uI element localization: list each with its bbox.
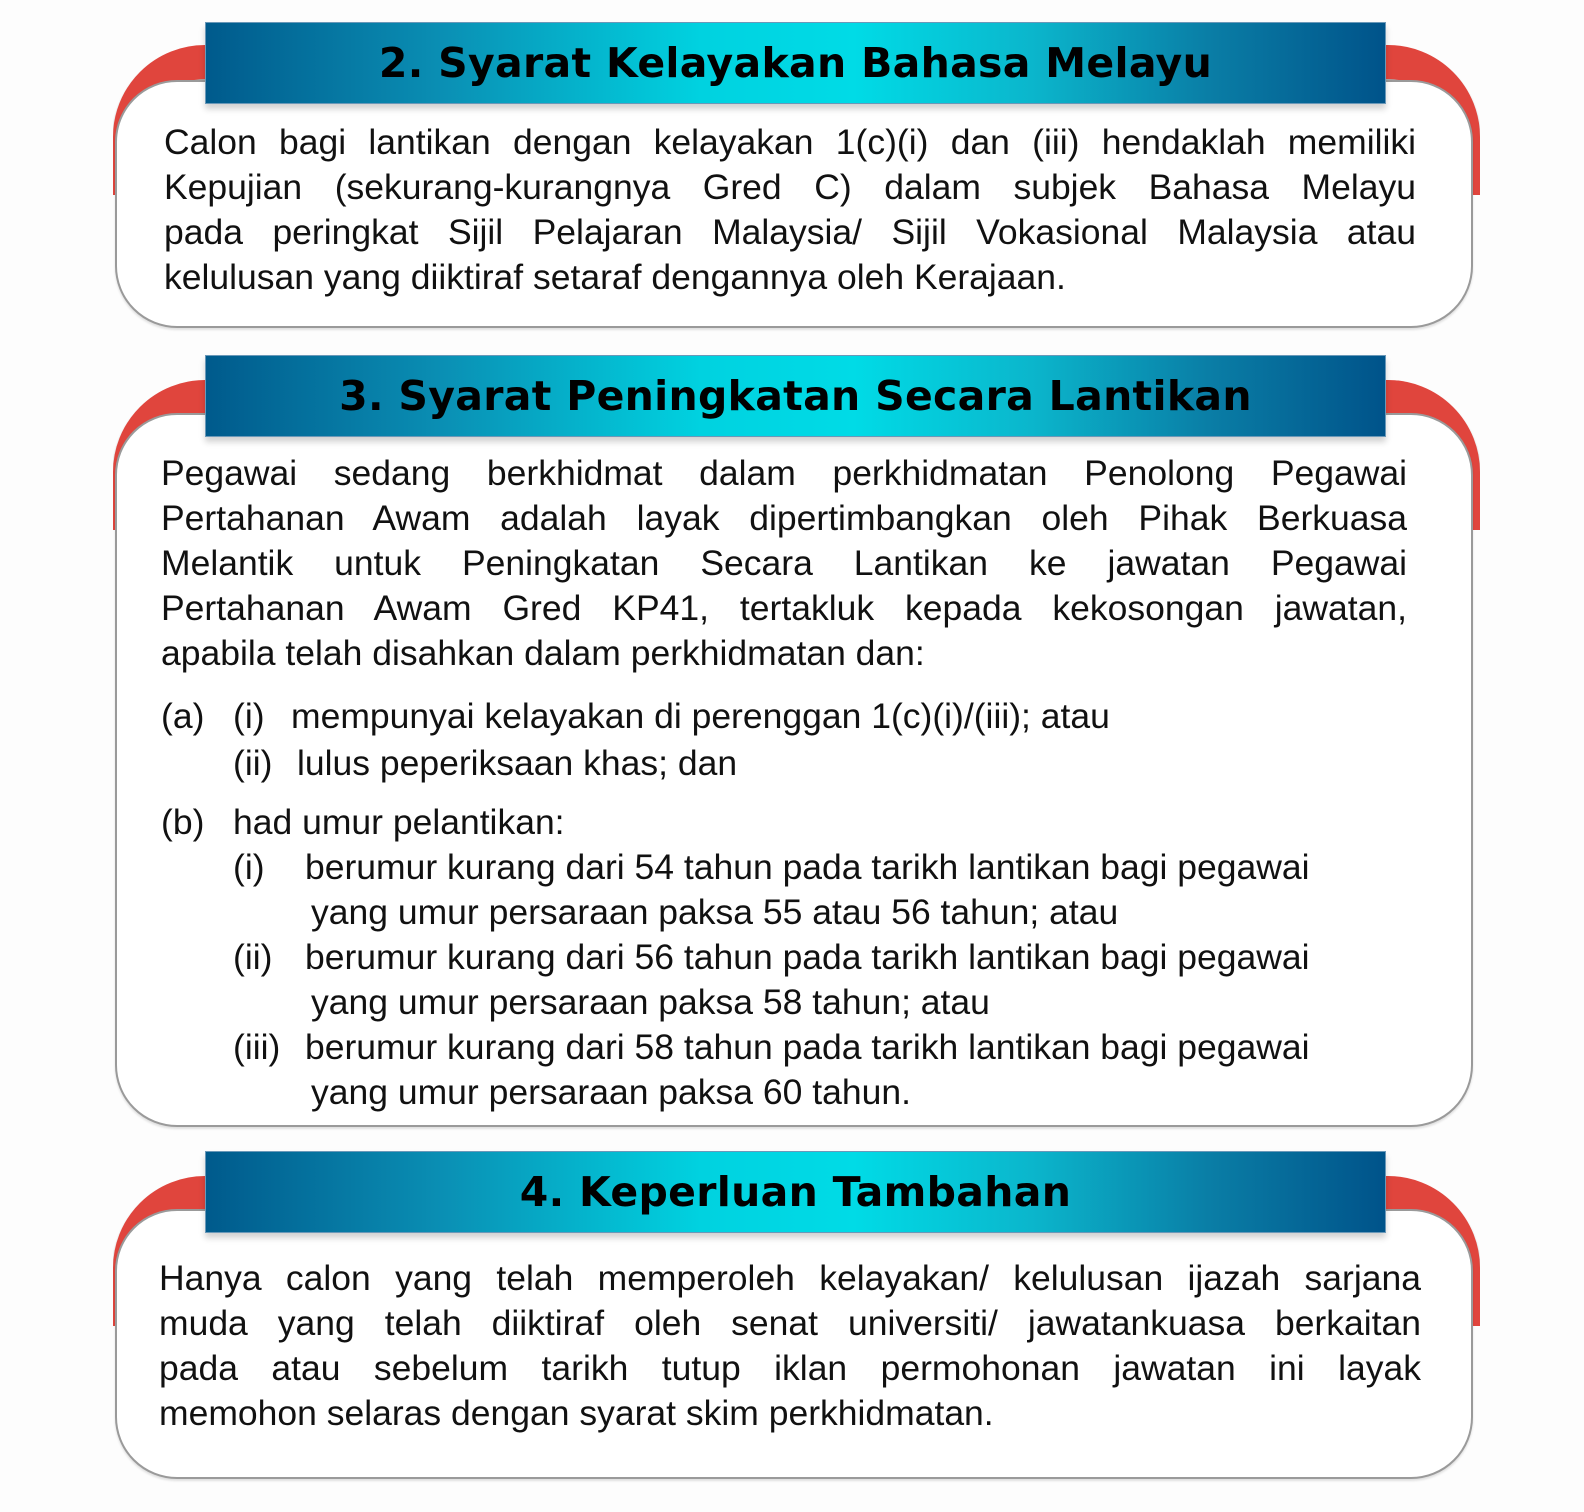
body-line: Pegawai sedang berkhidmat dalam perkhidmatan Penolong Pegawai — [161, 453, 1407, 493]
sub-label: (i) — [233, 696, 265, 736]
section-header — [205, 1151, 1386, 1233]
sub-text-continued: yang umur persaraan paksa 55 atau 56 tahun; atau — [311, 892, 1119, 932]
item-label: (a) — [161, 696, 205, 736]
section-title: 4. Keperluan Tambahan — [519, 1168, 1072, 1216]
body-line: Hanya calon yang telah memperoleh kelayakan/ kelulusan ijazah sarjana — [159, 1258, 1421, 1298]
sub-text-continued: yang umur persaraan paksa 58 tahun; atau — [311, 982, 990, 1022]
body-line: Pertahanan Awam adalah layak dipertimbangkan oleh Pihak Berkuasa — [161, 498, 1407, 538]
sub-text: berumur kurang dari 54 tahun pada tarikh lantikan bagi pegawai — [305, 847, 1310, 887]
body-line: kelulusan yang diiktiraf setaraf dengannya oleh Kerajaan. — [164, 257, 1066, 297]
sub-text: lulus peperiksaan khas; dan — [297, 743, 738, 783]
body-line: muda yang telah diiktiraf oleh senat universiti/ jawatankuasa berkaitan — [159, 1303, 1421, 1343]
sub-text: berumur kurang dari 58 tahun pada tarikh lantikan bagi pegawai — [305, 1027, 1310, 1067]
body-line: pada atau sebelum tarikh tutup iklan permohonan jawatan ini layak — [159, 1348, 1421, 1388]
sub-label: (ii) — [233, 743, 273, 783]
body-line: Pertahanan Awam Gred KP41, tertakluk kepada kekosongan jawatan, — [161, 588, 1407, 628]
sub-label: (i) — [233, 847, 265, 887]
body-line: Calon bagi lantikan dengan kelayakan 1(c)(i) dan (iii) hendaklah memiliki — [164, 122, 1416, 162]
body-line: Kepujian (sekurang-kurangnya Gred C) dalam subjek Bahasa Melayu — [164, 167, 1416, 207]
sub-label: (ii) — [233, 937, 273, 977]
body-line: memohon selaras dengan syarat skim perkhidmatan. — [159, 1393, 994, 1433]
sub-text: berumur kurang dari 56 tahun pada tarikh lantikan bagi pegawai — [305, 937, 1310, 977]
body-line: apabila telah disahkan dalam perkhidmatan dan: — [161, 633, 925, 673]
sub-text-continued: yang umur persaraan paksa 60 tahun. — [311, 1072, 911, 1112]
body-line: pada peringkat Sijil Pelajaran Malaysia/ Sijil Vokasional Malaysia atau — [164, 212, 1416, 252]
section-title: 2. Syarat Kelayakan Bahasa Melayu — [378, 39, 1213, 87]
section-title: 3. Syarat Peningkatan Secara Lantikan — [339, 372, 1252, 420]
section-body — [159, 1256, 1421, 1436]
item-text: had umur pelantikan: — [233, 802, 565, 842]
item-label: (b) — [161, 802, 205, 842]
sub-label: (iii) — [233, 1027, 281, 1067]
sub-text: mempunyai kelayakan di perenggan 1(c)(i)/(iii); atau — [291, 696, 1110, 736]
body-line: Melantik untuk Peningkatan Secara Lantikan ke jawatan Pegawai — [161, 543, 1407, 583]
